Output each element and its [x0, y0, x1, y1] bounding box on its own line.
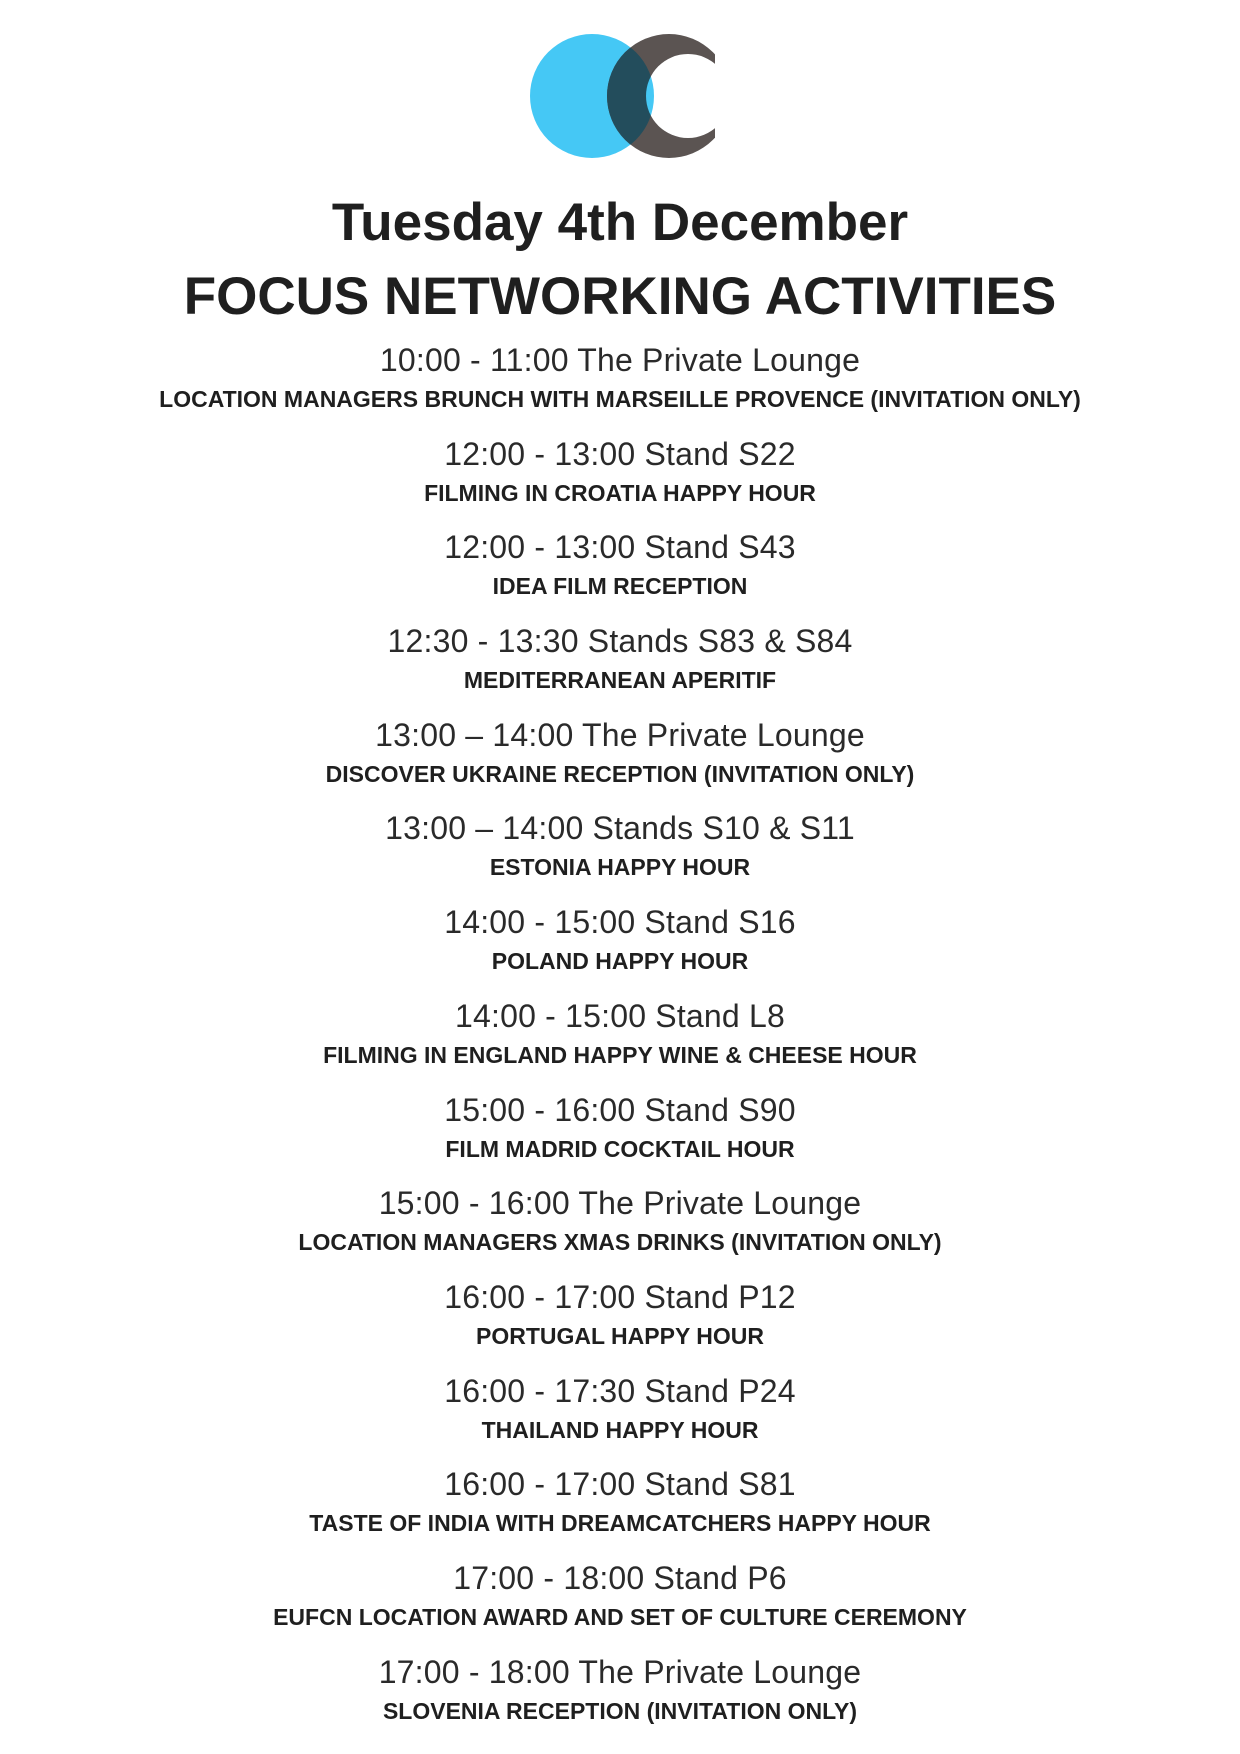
- event-time-location: 14:00 - 15:00 Stand S16: [444, 904, 796, 941]
- event-time-location: 12:00 - 13:00 Stand S43: [444, 529, 796, 566]
- event-item: [0, 1650, 1240, 1744]
- event-time-location: 10:00 - 11:00 The Private Lounge: [379, 342, 861, 378]
- event-title: TASTE OF INDIA WITH DREAMCATCHERS HAPPY HOUR: [309, 1510, 931, 1537]
- event-item: [0, 338, 1240, 432]
- event-item: [0, 713, 1240, 807]
- event-title: POLAND HAPPY HOUR: [491, 948, 749, 975]
- event-title: THAILAND HAPPY HOUR: [481, 1416, 759, 1443]
- event-item: [0, 1275, 1240, 1369]
- event-title: FILM MADRID COCKTAIL HOUR: [445, 1135, 795, 1162]
- event-schedule-list: [0, 338, 1240, 1743]
- event-item: [0, 432, 1240, 526]
- event-time-location: 12:00 - 13:00 Stand S22: [444, 435, 796, 472]
- event-time-location: 17:00 - 18:00 The Private Lounge: [378, 1653, 862, 1690]
- event-item: [0, 1369, 1240, 1463]
- event-title: SLOVENIA RECEPTION (INVITATION ONLY): [382, 1697, 858, 1724]
- event-time-location: 17:00 - 18:00 Stand P6: [453, 1559, 787, 1596]
- event-time-location: 16:00 - 17:00 Stand P12: [444, 1278, 796, 1315]
- event-title: IDEA FILM RECEPTION: [492, 573, 748, 600]
- event-time-location: 16:00 - 17:00 Stand S81: [444, 1466, 796, 1503]
- event-title: LOCATION MANAGERS BRUNCH WITH MARSEILLE PROVENCE (INVITATION ONLY): [159, 386, 1081, 412]
- page-title: FOCUS NETWORKING ACTIVITIES: [183, 267, 1057, 326]
- event-title: PORTUGAL HAPPY HOUR: [476, 1322, 764, 1349]
- event-title: ESTONIA HAPPY HOUR: [489, 854, 751, 881]
- event-time-location: 12:30 - 13:30 Stands S83 & S84: [387, 623, 853, 660]
- event-item: [0, 619, 1240, 713]
- event-item: [0, 1088, 1240, 1182]
- event-item: [0, 1181, 1240, 1275]
- event-time-location: 16:00 - 17:30 Stand P24: [444, 1372, 796, 1409]
- event-item: [0, 806, 1240, 900]
- event-item: [0, 1462, 1240, 1556]
- event-title: MEDITERRANEAN APERITIF: [463, 667, 777, 694]
- page-date-heading: Tuesday 4th December: [331, 193, 909, 252]
- event-title: EUFCN LOCATION AWARD AND SET OF CULTURE CEREMONY: [273, 1603, 967, 1630]
- event-title: LOCATION MANAGERS XMAS DRINKS (INVITATION ONLY): [298, 1229, 942, 1256]
- event-time-location: 13:00 – 14:00 Stands S10 & S11: [385, 810, 855, 847]
- event-logo: [530, 34, 715, 158]
- event-time-location: 15:00 - 16:00 Stand S90: [444, 1091, 796, 1128]
- event-title: FILMING IN ENGLAND HAPPY WINE & CHEESE HOUR: [323, 1041, 917, 1068]
- event-item: [0, 1556, 1240, 1650]
- event-item: [0, 900, 1240, 994]
- event-item: [0, 525, 1240, 619]
- event-time-location: 15:00 - 16:00 The Private Lounge: [378, 1185, 862, 1222]
- event-time-location: 14:00 - 15:00 Stand L8: [455, 997, 785, 1034]
- event-item: [0, 994, 1240, 1088]
- event-title: DISCOVER UKRAINE RECEPTION (INVITATION ONLY): [325, 760, 915, 787]
- event-time-location: 13:00 – 14:00 The Private Lounge: [375, 716, 865, 753]
- event-title: FILMING IN CROATIA HAPPY HOUR: [424, 479, 816, 506]
